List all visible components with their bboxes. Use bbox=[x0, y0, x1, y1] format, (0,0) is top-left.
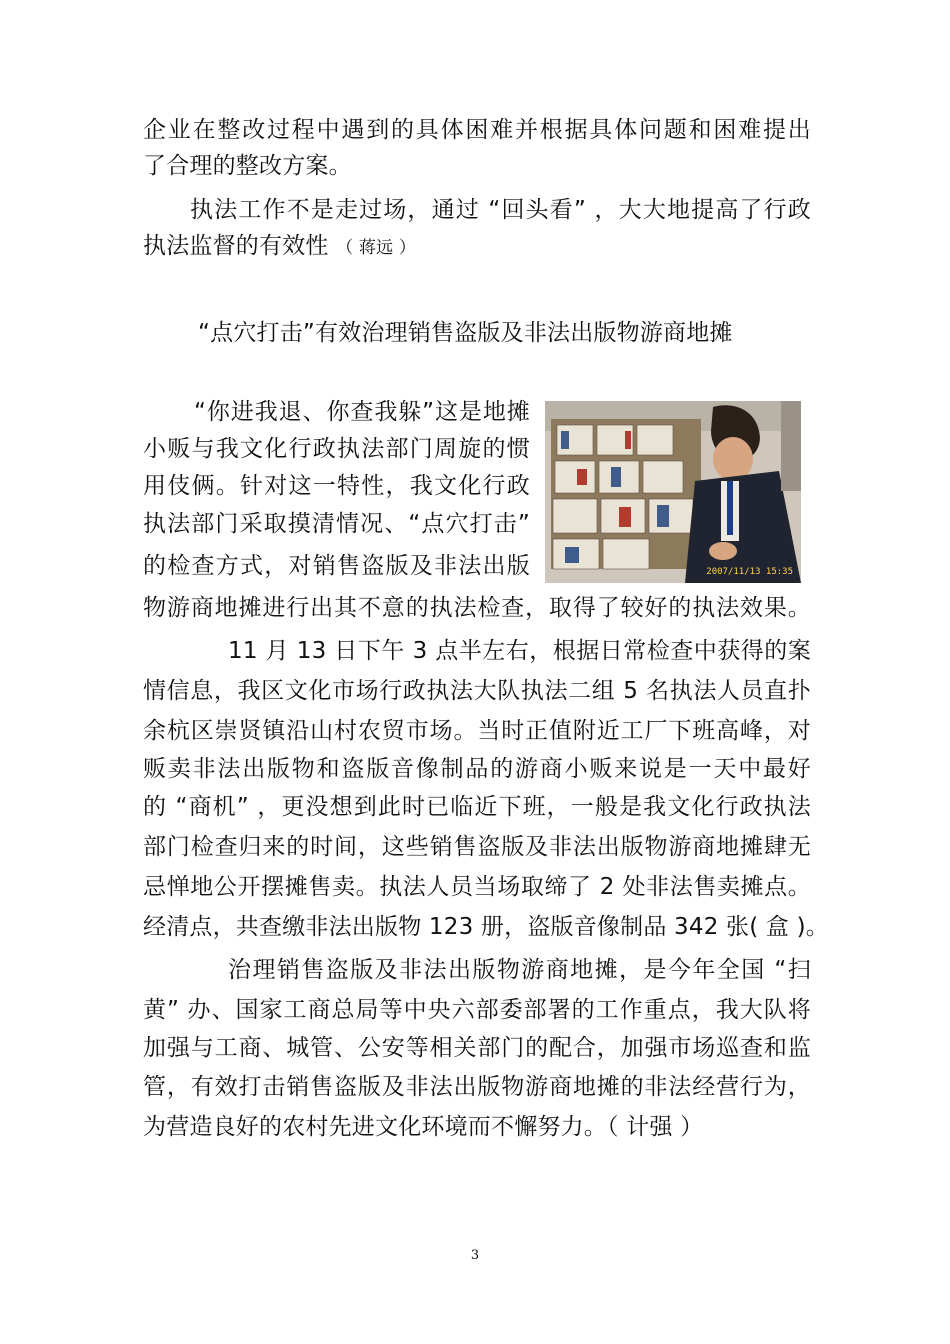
paragraph-line: 的检查方式，对销售盗版及非法出版 bbox=[143, 553, 530, 579]
paragraph-line: 用伎俩。针对这一特性，我文化行政 bbox=[143, 473, 530, 499]
paragraph-line: 为营造良好的农村先进文化环境而不懈努力。（ 计强 ） bbox=[143, 1114, 704, 1140]
paragraph-line: 11 月 13 日下午 3 点半左右，根据日常检查中获得的案 bbox=[228, 638, 811, 664]
paragraph-line: 黄” 办、国家工商总局等中央六部委部署的工作重点，我大队将 bbox=[143, 997, 811, 1023]
paragraph-line: 管，有效打击销售盗版及非法出版物游商地摊的非法经营行为， bbox=[143, 1074, 811, 1100]
paragraph-line: 加强与工商、城管、公安等相关部门的配合，加强市场巡查和监 bbox=[143, 1035, 811, 1061]
article-title: “点穴打击”有效治理销售盗版及非法出版物游商地摊 bbox=[198, 320, 733, 346]
paragraph-line: 了合理的整改方案。 bbox=[143, 153, 352, 179]
paragraph-line: 物游商地摊进行出其不意的执法检查，取得了较好的执法效果。 bbox=[143, 595, 811, 621]
author-credit: （ 蒋远 ） bbox=[336, 238, 417, 258]
paragraph-line: 经清点，共查缴非法出版物 123 册，盗版音像制品 342 张( 盒 )。 bbox=[143, 914, 830, 940]
paragraph-line bbox=[143, 231, 811, 263]
photo-timestamp: 2007/11/13 15:35 bbox=[706, 567, 793, 577]
page-number: 3 bbox=[470, 1248, 480, 1263]
paragraph-line: 余杭区崇贤镇沿山村农贸市场。当时正值附近工厂下班高峰，对 bbox=[143, 718, 811, 744]
paragraph-line: 贩卖非法出版物和盗版音像制品的游商小贩来说是一天中最好 bbox=[143, 756, 811, 782]
paragraph-line: 忌惮地公开摆摊售卖。执法人员当场取缔了 2 处非法售卖摊点。 bbox=[143, 874, 811, 900]
paragraph-line: 小贩与我文化行政执法部门周旋的惯 bbox=[143, 436, 530, 462]
paragraph-line: 的 “商机” ，更没想到此时已临近下班，一般是我文化行政执法 bbox=[143, 794, 811, 820]
paragraph-line: 执法部门采取摸清情况、“点穴打击” bbox=[143, 511, 530, 537]
paragraph-line: 情信息，我区文化市场行政执法大队执法二组 5 名执法人员直扑 bbox=[143, 678, 811, 704]
paragraph-line: 治理销售盗版及非法出版物游商地摊，是今年全国 “扫 bbox=[228, 957, 811, 983]
inspection-photo bbox=[545, 401, 801, 583]
paragraph-text: 执法监督的有效性 bbox=[143, 233, 329, 259]
paragraph-line: 企业在整改过程中遇到的具体困难并根据具体问题和困难提出 bbox=[143, 117, 811, 143]
paragraph-line: “你进我退、你查我躲”这是地摊 bbox=[194, 399, 530, 425]
paragraph-line: 部门检查归来的时间，这些销售盗版及非法出版物游商地摊肆无 bbox=[143, 834, 811, 860]
paragraph-line: 执法工作不是走过场，通过 “回头看” ，大大地提高了行政 bbox=[190, 197, 811, 223]
